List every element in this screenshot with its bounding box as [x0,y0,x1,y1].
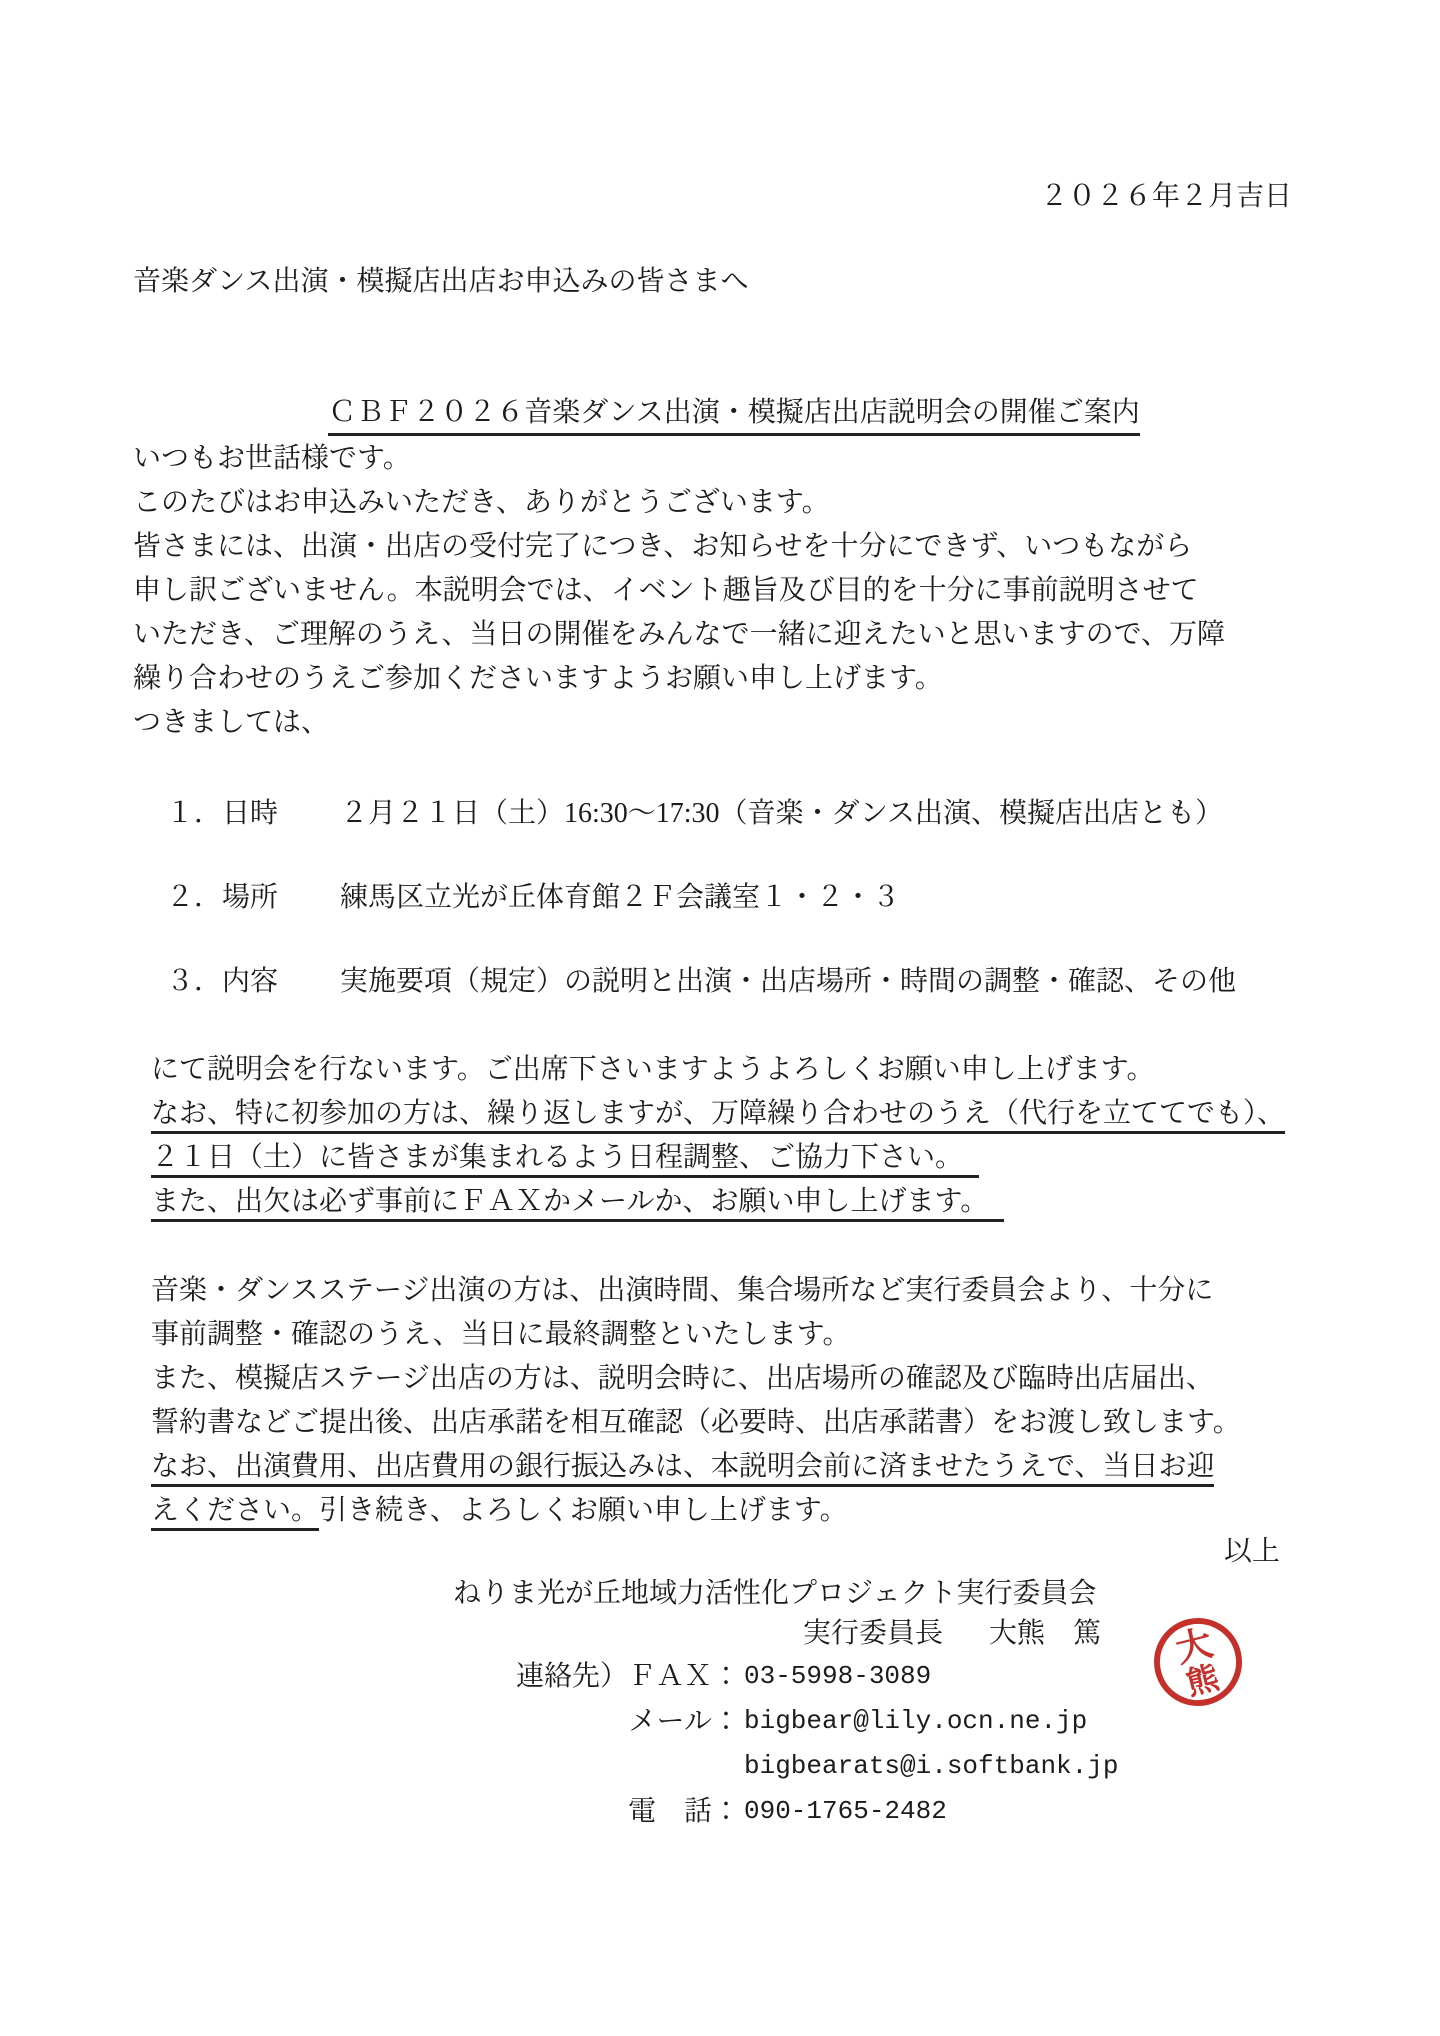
greeting-line: いつもお世話様です。 [133,443,411,474]
addressee-line: 音楽ダンス出演・模擬店出店お申込みの皆さまへ [133,266,749,297]
detail-item-place [166,876,900,920]
greeting-paragraph [133,437,1225,745]
detail-item-label: ３．内容 [166,966,279,997]
contact-block [0,1654,1440,1834]
greeting-line: つきましては、 [133,707,330,738]
notice-line [151,1180,1285,1224]
underlined-text: また、出欠は必ず事前にＦＡＸかメールか、お願い申し上げます。 [151,1186,1004,1222]
contact-value: 03-5998-3089 [744,1661,932,1691]
contact-row-mail [0,1699,1440,1744]
chairman-role: 実行委員長 [803,1618,944,1649]
procedure-line [151,1489,1241,1533]
seal-char-top: 大 [1171,1622,1217,1671]
procedure-line: 誓約書などご提出後、出店承諾を相互確認（必要時、出店承諾書）をお渡し致します。 [151,1407,1241,1438]
procedure-line [151,1445,1241,1489]
contact-label: 連絡先）ＦＡＸ： [515,1661,740,1692]
detail-item-content [166,960,1236,1004]
greeting-line: 申し訳ございません。本説明会では、イベント趣旨及び目的を十分に事前説明させて [133,575,1199,606]
procedure-paragraph [151,1269,1241,1533]
contact-row-fax [0,1654,1440,1699]
underlined-text: なお、特に初参加の方は、繰り返しますが、万障繰り合わせのうえ（代行を立ててでも）、 [151,1098,1285,1134]
notice-line [151,1136,1285,1180]
notice-line: にて説明会を行ないます。ご出席下さいますようよろしくお願い申し上げます。 [151,1054,1155,1085]
greeting-line: 皆さまには、出演・出店の受付完了につき、お知らせを十分にできず、いつもながら [133,531,1193,562]
notice-paragraph [151,1048,1285,1224]
detail-item-text: 練馬区立光が丘体育館２Ｆ会議室１・２・３ [340,882,901,913]
procedure-line-rest: 引き続き、よろしくお願い申し上げます。 [319,1495,848,1526]
signature-line [803,1612,1101,1656]
greeting-line: 繰り合わせのうえご参加くださいますようお願い申し上げます。 [133,663,943,694]
notice-line [151,1092,1285,1136]
greeting-line: いただき、ご理解のうえ、当日の開催をみんなで一緒に迎えたいと思いますので、万障 [133,619,1226,650]
contact-value: bigbear@lily.ocn.ne.jp [744,1706,1088,1736]
seal-char-bottom: 熊 [1182,1659,1223,1702]
contact-label [0,1744,740,1789]
closing-ijou: 以上 [1223,1536,1280,1567]
contact-value: 090-1765-2482 [744,1796,947,1826]
underlined-text: ２１日（土）に皆さまが集まれるよう日程調整、ご協力下さい。 [151,1142,979,1178]
chairman-name: 大熊 篤 [989,1618,1102,1649]
contact-label: 電 話： [627,1796,740,1827]
document-title-text: ＣＢＦ２０２６音楽ダンス出演・模擬店出店説明会の開催ご案内 [328,397,1139,436]
underlined-text: なお、出演費用、出店費用の銀行振込みは、本説明会前に済ませたうえで、当日お迎 [151,1451,1214,1487]
procedure-line: 音楽・ダンスステージ出演の方は、出演時間、集合場所など実行委員会より、十分に [151,1275,1214,1306]
procedure-line: また、模擬店ステージ出店の方は、説明会時に、出店場所の確認及び臨時出店届出、 [151,1363,1214,1394]
date-line: ２０２６年２月吉日 [1039,181,1292,212]
detail-item-label: ２．場所 [166,882,279,913]
procedure-line: 事前調整・確認のうえ、当日に最終調整といたします。 [151,1319,851,1350]
organization-name: ねりま光が丘地域力活性化プロジェクト実行委員会 [453,1578,1097,1609]
contact-value: bigbearats@i.softbank.jp [744,1751,1119,1781]
detail-item-datetime [166,792,1223,836]
contact-row-phone [0,1789,1440,1834]
contact-label: メール： [628,1706,740,1737]
contact-row-mail2 [0,1744,1440,1789]
underlined-text: えください。 [151,1495,319,1531]
detail-item-text: 実施要項（規定）の説明と出演・出店場所・時間の調整・確認、その他 [340,966,1237,997]
detail-item-text: ２月２１日（土）16:30～17:30（音楽・ダンス出演、模擬店出店とも） [340,798,1224,829]
detail-item-label: １．日時 [166,798,279,829]
greeting-line: このたびはお申込みいただき、ありがとうございます。 [133,487,830,518]
